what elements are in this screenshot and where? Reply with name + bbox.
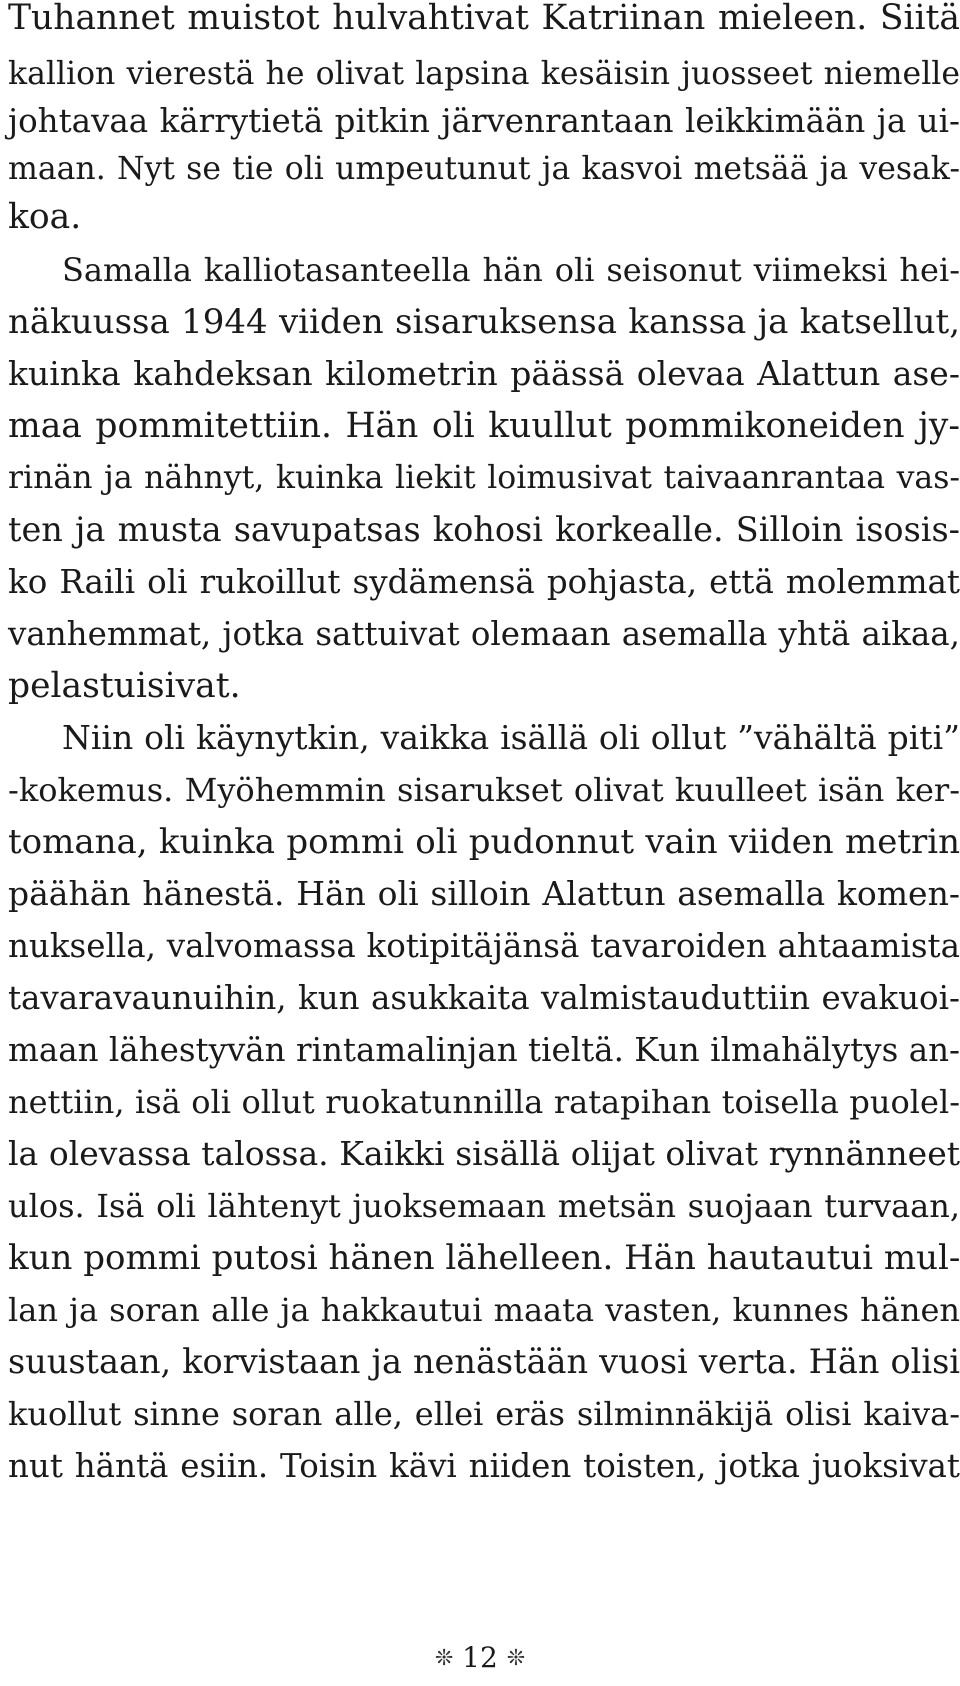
text-line: kuollut sinne soran alle, ellei eräs silminnäkijä olisi kaiva- bbox=[8, 1395, 960, 1433]
text-line: näkuussa 1944 viiden sisaruksensa kanssa ja katsellut, bbox=[8, 302, 960, 342]
text-line: Tuhannet muistot hulvahtivat Katriinan mieleen. Siitä bbox=[8, 0, 960, 38]
text-line: tomana, kuinka pommi oli pudonnut vain viiden metrin bbox=[8, 822, 960, 862]
text-line: rinän ja nähnyt, kuinka liekit loimusivat taivaanrantaa vas- bbox=[8, 460, 960, 496]
text-line: ulos. Isä oli lähtenyt juoksemaan metsän suojaan turvaan, bbox=[8, 1187, 960, 1225]
text-line: -kokemus. Myöhemmin sisarukset olivat kuulleet isän ker- bbox=[8, 771, 960, 809]
text-line: la olevassa talossa. Kaikki sisällä olijat olivat rynnänneet bbox=[8, 1134, 960, 1173]
text-line: nuksella, valvomassa kotipitäjänsä tavaroiden ahtaamista bbox=[8, 927, 960, 965]
page-number: 12 bbox=[462, 1641, 498, 1674]
text-line: kallion vierestä he olivat lapsina kesäisin juosseet niemelle bbox=[8, 56, 960, 92]
text-line: maa pommitettiin. Hän oli kuullut pommikoneiden jy- bbox=[8, 406, 960, 446]
page-footer bbox=[0, 1638, 960, 1681]
text-line: kuinka kahdeksan kilometrin päässä olevaa Alattun ase- bbox=[8, 354, 960, 393]
text-line: kun pommi putosi hänen lähelleen. Hän hautautui mul- bbox=[8, 1238, 960, 1278]
text-line: Samalla kalliotasanteella hän oli seisonut viimeksi hei- bbox=[62, 251, 960, 289]
text-line: nut häntä esiin. Toisin kävi niiden toisten, jotka juoksivat bbox=[8, 1447, 960, 1485]
text-line: Niin oli käynytkin, vaikka isällä oli ollut ”vähältä piti” bbox=[62, 718, 960, 757]
text-line: tavaravaunuihin, kun asukkaita valmistauduttiin evakuoi- bbox=[8, 979, 960, 1017]
text-line: maan. Nyt se tie oli umpeutunut ja kasvoi metsää ja vesak- bbox=[8, 151, 960, 187]
ornament-left-icon: ❊ bbox=[434, 1646, 454, 1671]
text-line: maan lähestyvän rintamalinjan tieltä. Kun ilmahälytys an- bbox=[8, 1031, 960, 1069]
text-line: koa. bbox=[8, 197, 82, 237]
text-line: nettiin, isä oli ollut ruokatunnilla ratapihan toisella puolel- bbox=[8, 1083, 960, 1121]
ornament-right-icon: ❊ bbox=[506, 1646, 526, 1671]
text-line: johtavaa kärrytietä pitkin järvenrantaan leikkimään ja ui- bbox=[8, 102, 960, 140]
text-line: vanhemmat, jotka sattuivat olemaan asemalla yhtä aikaa, bbox=[8, 615, 960, 653]
text-line: ko Raili oli rukoillut sydämensä pohjasta, että molemmat bbox=[8, 563, 960, 601]
text-line: pelastuisivat. bbox=[8, 666, 241, 706]
text-line: ten ja musta savupatsas kohosi korkealle. Silloin isosis- bbox=[8, 510, 960, 549]
text-line: suustaan, korvistaan ja nenästään vuosi verta. Hän olisi bbox=[8, 1342, 960, 1381]
text-line: päähän hänestä. Hän oli silloin Alattun asemalla komen- bbox=[8, 874, 960, 913]
text-line: lan ja soran alle ja hakkautui maata vasten, kunnes hänen bbox=[8, 1291, 960, 1329]
